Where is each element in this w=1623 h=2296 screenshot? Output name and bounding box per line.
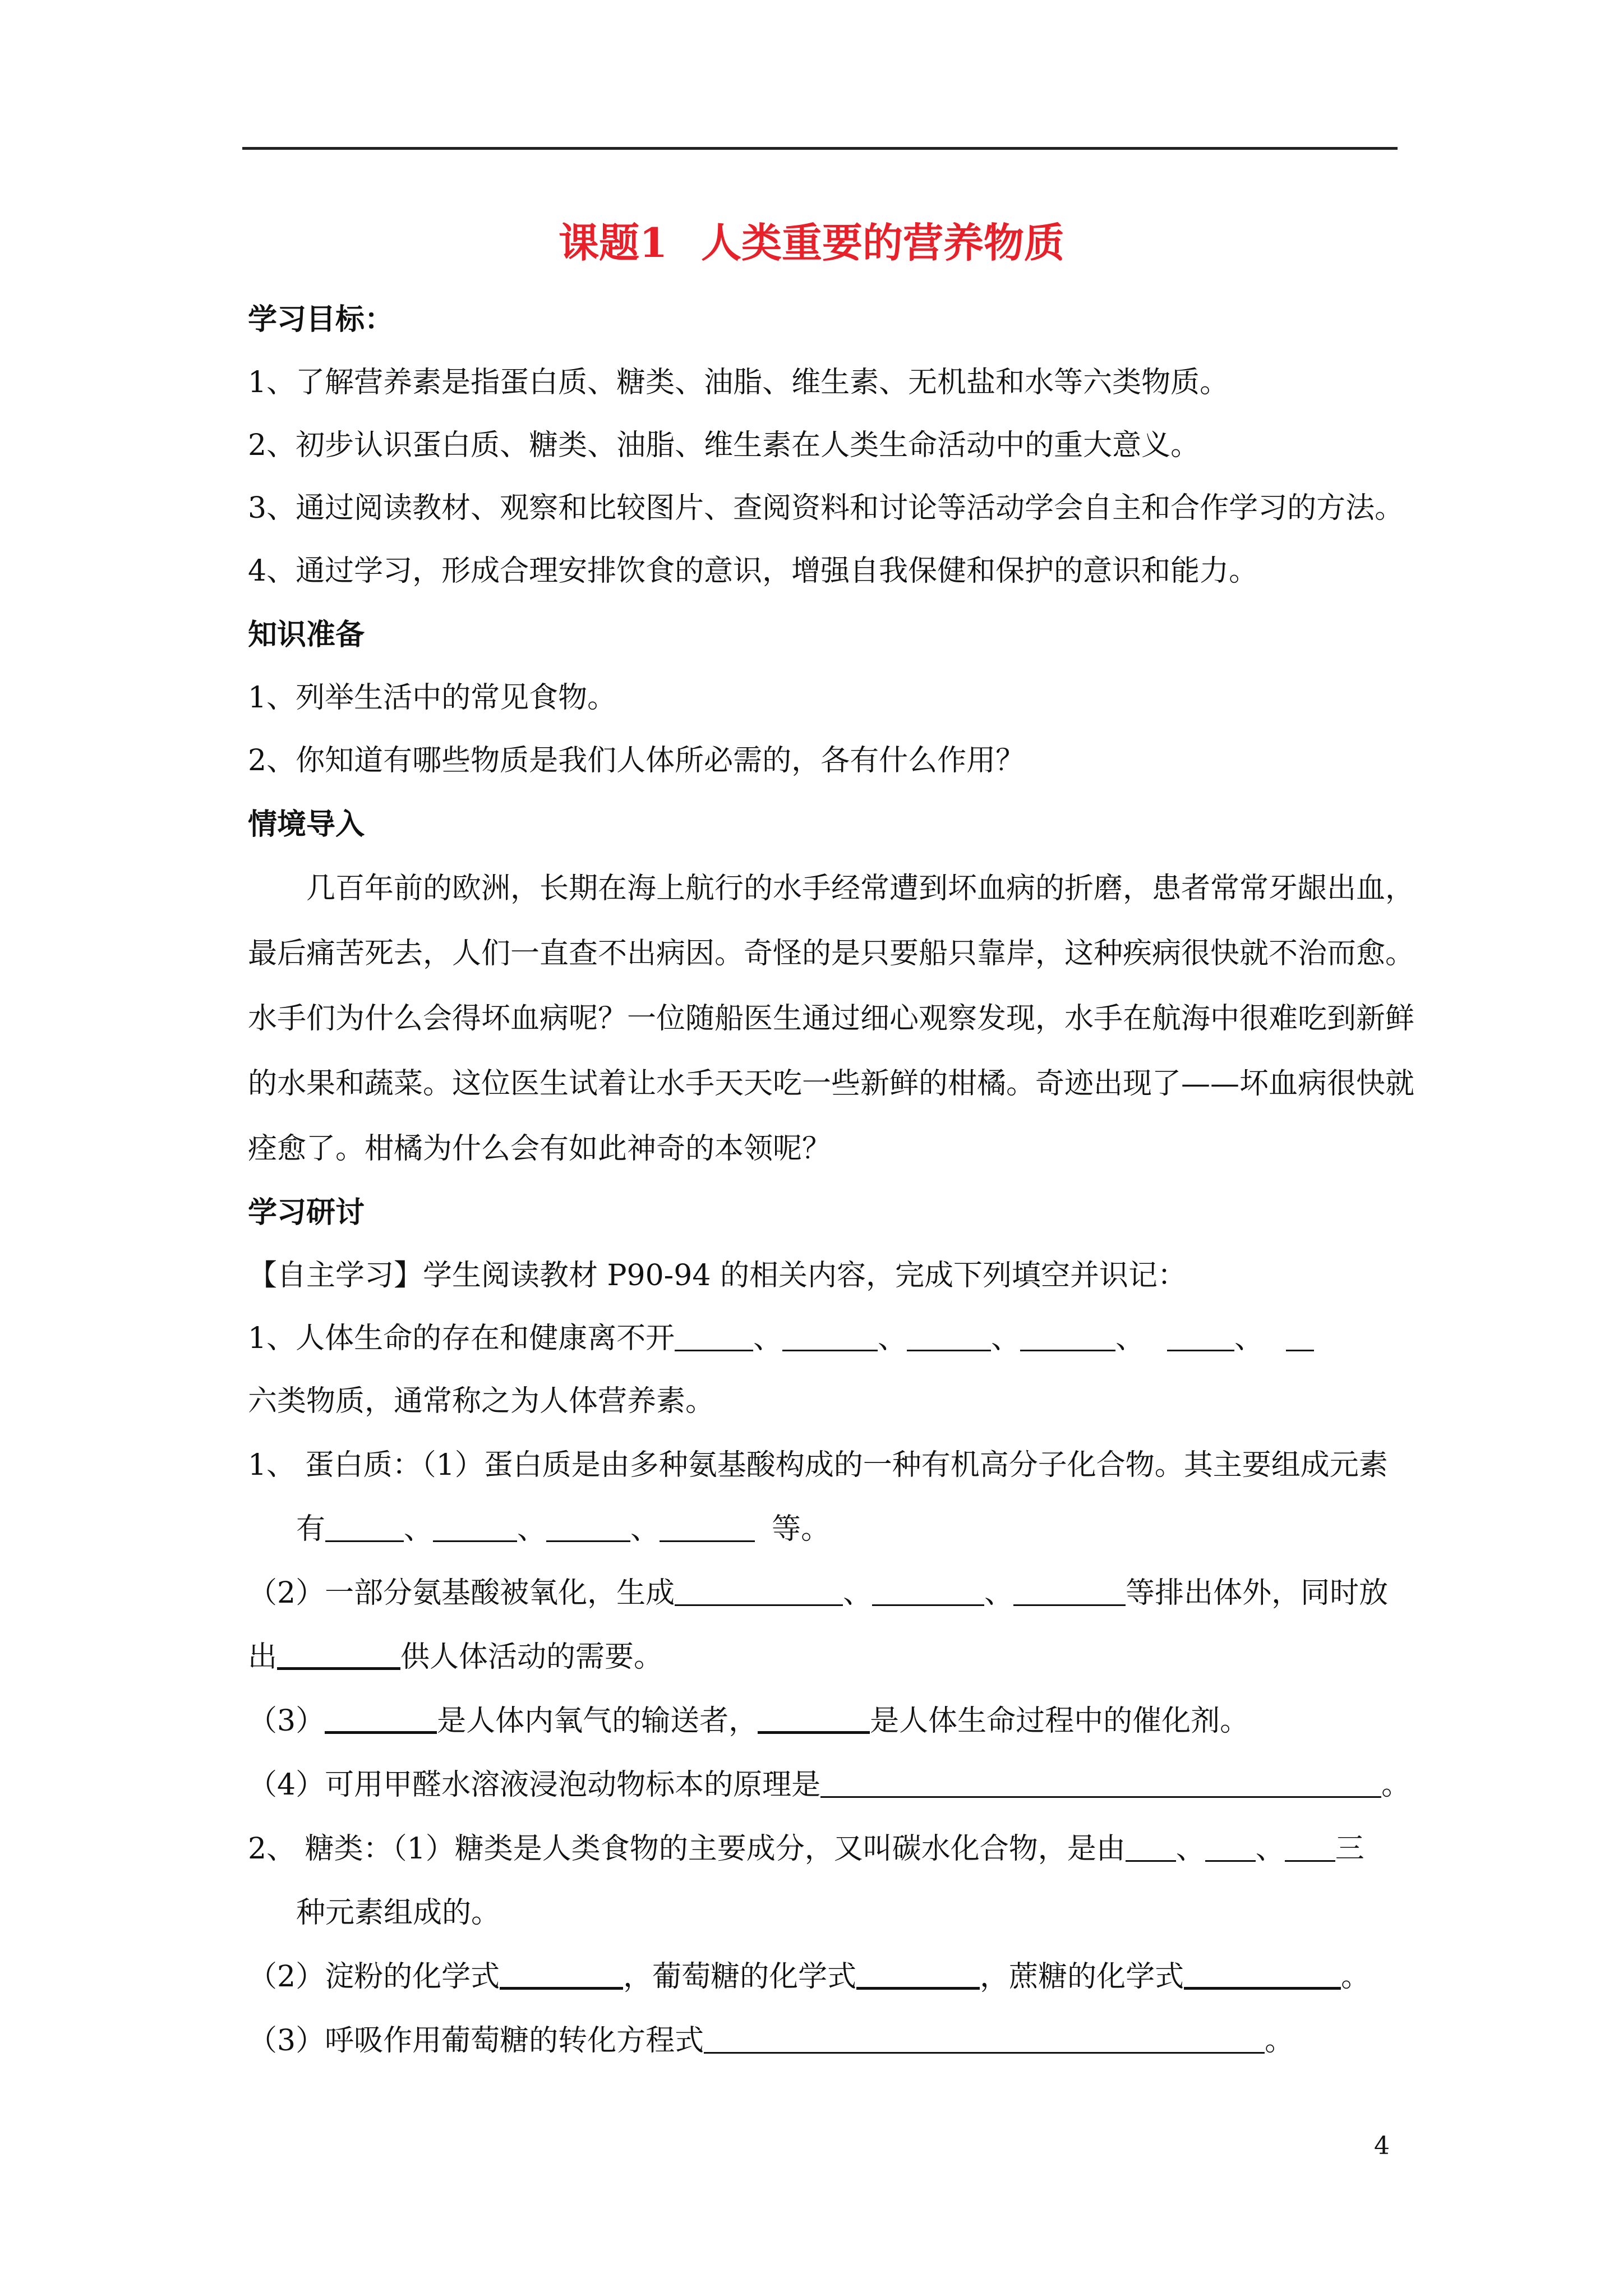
blank-element-4[interactable] (660, 1512, 755, 1542)
header-rule (242, 147, 1398, 150)
protein-line-2b: 出 供人体活动的需要。 (248, 1640, 663, 1674)
blank-oxidation-product-3[interactable] (1013, 1576, 1126, 1606)
blank-catalyst[interactable] (758, 1703, 870, 1734)
blank-nutrient-3[interactable] (907, 1322, 991, 1351)
goal-item-2: 2、初步认识蛋白质、糖类、油脂、维生素在人类生命活动中的重大意义。 (248, 429, 1200, 462)
intro-line-1: 几百年前的欧洲，长期在海上航行的水手经常遭到坏血病的折磨，患者常常牙龈出血， (306, 872, 1415, 905)
sugar-line-3: （3）呼吸作用葡萄糖的转化方程式 。 (248, 2024, 1294, 2058)
blank-sucrose-formula[interactable] (1184, 1959, 1341, 1990)
protein-line-2: （2）一部分氨基酸被氧化，生成 、 、 等排出体外，同时放 (248, 1576, 1389, 1610)
blank-respiration-equation[interactable] (704, 2024, 1265, 2054)
blank-nutrient-1[interactable] (675, 1322, 753, 1351)
blank-sugar-element-3[interactable] (1285, 1832, 1335, 1862)
study-heading: 学习研讨 (248, 1195, 365, 1230)
prep-item-1: 1、列举生活中的常见食物。 (248, 681, 617, 715)
lesson-name: 人类重要的营养物质 (701, 219, 1065, 266)
blank-formaldehyde-principle[interactable] (820, 1768, 1381, 1798)
blank-oxidation-product-2[interactable] (872, 1576, 984, 1606)
sugar-line-1b: 种元素组成的。 (296, 1896, 501, 1930)
intro-line-2: 最后痛苦死去，人们一直查不出病因。奇怪的是只要船只靠岸，这种疾病很快就不治而愈。 (248, 937, 1415, 970)
intro-line-5: 痊愈了。柑橘为什么会有如此神奇的本领呢？ (248, 1132, 832, 1166)
blank-sugar-element-2[interactable] (1205, 1832, 1256, 1862)
goal-item-1: 1、了解营养素是指蛋白质、糖类、油脂、维生素、无机盐和水等六类物质。 (248, 366, 1229, 399)
lesson-code: 课题1 (558, 219, 668, 266)
blank-oxidation-product-1[interactable] (675, 1576, 843, 1606)
self-study-line: 【自主学习】学生阅读教材 P90-94 的相关内容，完成下列填空并识记： (248, 1259, 1187, 1292)
prep-heading: 知识准备 (248, 618, 365, 652)
blank-element-1[interactable] (325, 1512, 404, 1542)
protein-line-4: （4）可用甲醛水溶液浸泡动物标本的原理是 。 (248, 1768, 1411, 1802)
sugar-line-2: （2）淀粉的化学式 ，葡萄糖的化学式 ，蔗糖的化学式 。 (248, 1960, 1371, 1994)
blank-nutrient-2[interactable] (782, 1322, 878, 1351)
prep-item-2: 2、你知道有哪些物质是我们人体所必需的，各有什么作用？ (248, 744, 1025, 777)
blank-nutrient-5[interactable] (1167, 1322, 1234, 1351)
intro-line-4: 的水果和蔬菜。这位医生试着让水手天天吃一些新鲜的柑橘。奇迹出现了——坏血病很快就 (248, 1067, 1415, 1101)
blank-oxygen-carrier[interactable] (325, 1703, 437, 1734)
blank-nutrient-6[interactable] (1286, 1322, 1314, 1351)
q1-end: 六类物质，通常称之为人体营养素。 (248, 1384, 715, 1418)
blank-starch-formula[interactable] (500, 1959, 623, 1990)
intro-heading: 情境导入 (248, 807, 365, 841)
sugar-line-1: 2、 糖类：（1）糖类是人类食物的主要成分，又叫碳水化合物，是由 、 、 三 (248, 1832, 1364, 1866)
page-number: 4 (1374, 2132, 1390, 2160)
protein-line-1: 1、 蛋白质：（1）蛋白质是由多种氨基酸构成的一种有机高分子化合物。其主要组成元素 (248, 1448, 1388, 1482)
protein-line-3: （3） 是人体内氧气的输送者， 是人体生命过程中的催化剂。 (248, 1704, 1249, 1738)
page-title (0, 218, 1623, 268)
protein-elements-line: 有 、 、 、 等。 (296, 1512, 831, 1546)
goal-item-3: 3、通过阅读教材、观察和比较图片、查阅资料和讨论等活动学会自主和合作学习的方法。 (248, 491, 1404, 525)
goals-heading: 学习目标： (248, 302, 394, 337)
blank-sugar-element-1[interactable] (1126, 1832, 1176, 1862)
blank-element-3[interactable] (546, 1512, 630, 1542)
blank-nutrient-4[interactable] (1020, 1322, 1115, 1351)
q1-line: 1、人体生命的存在和健康离不开 、 、 、 、 、 (248, 1320, 1314, 1356)
blank-released[interactable] (277, 1639, 400, 1670)
blank-element-2[interactable] (433, 1512, 517, 1542)
blank-glucose-formula[interactable] (856, 1959, 980, 1990)
intro-line-3: 水手们为什么会得坏血病呢？一位随船医生通过细心观察发现，水手在航海中很难吃到新鲜 (248, 1002, 1415, 1036)
goal-item-4: 4、通过学习，形成合理安排饮食的意识，增强自我保健和保护的意识和能力。 (248, 554, 1258, 588)
